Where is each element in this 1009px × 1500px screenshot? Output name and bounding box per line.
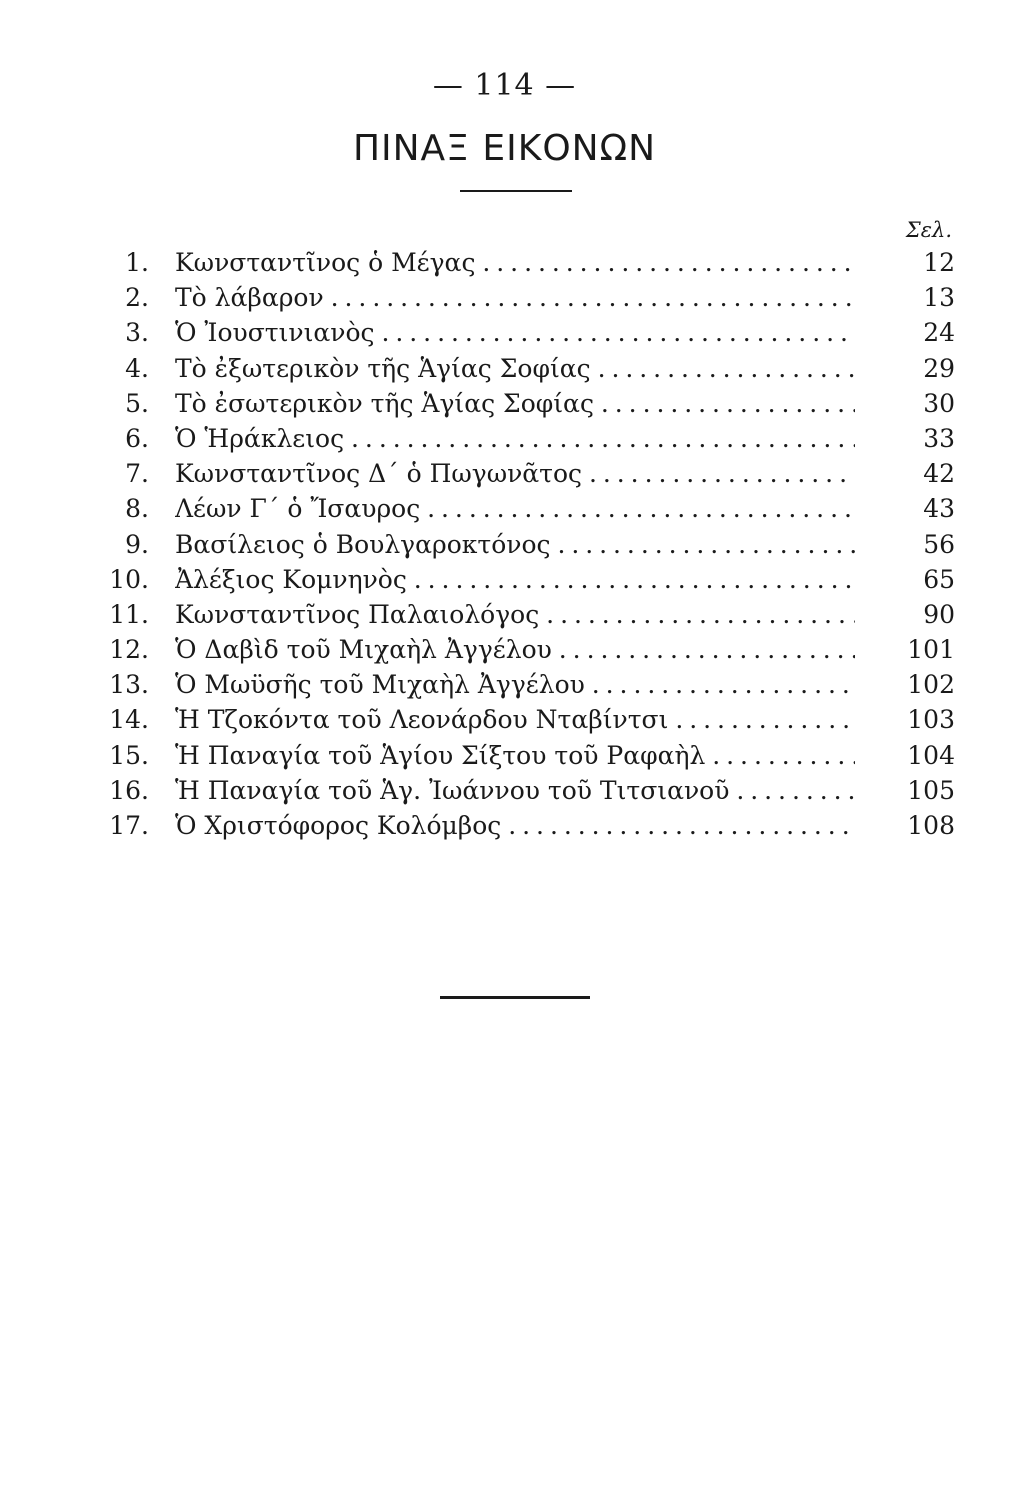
toc-page: 101 xyxy=(907,635,955,665)
toc-number: 15. xyxy=(109,740,149,770)
toc-number: 11. xyxy=(109,599,149,629)
toc-number: 5. xyxy=(125,388,149,418)
toc-row xyxy=(105,245,955,280)
toc-title: Βασίλειος ὁ Βουλγαροκτόνος . . . xyxy=(175,527,855,562)
toc-row xyxy=(105,280,955,315)
toc-page: 65 xyxy=(923,564,955,594)
toc-number: 1. xyxy=(125,248,149,277)
toc-title: Κωνσταντῖνος Δ΄ ὁ Πωγωνᾶτος . . . xyxy=(175,456,855,491)
toc-title: Ἀλέξιος Κομνηνὸς . . . xyxy=(175,562,855,597)
toc-page: 102 xyxy=(907,670,955,700)
toc-number: 12. xyxy=(109,635,149,665)
toc-number: 9. xyxy=(125,529,149,559)
toc-row xyxy=(105,351,955,386)
toc-row xyxy=(105,632,955,667)
toc-row xyxy=(105,456,955,491)
toc-page: 24 xyxy=(923,318,955,348)
toc-page: 43 xyxy=(923,494,955,524)
toc-page: 12 xyxy=(923,248,955,277)
toc-title: Τὸ ἐξωτερικὸν τῆς Ἁγίας Σοφίας . . . xyxy=(175,351,855,386)
page-title: ΠΙΝΑΞ ΕΙΚΟΝΩΝ xyxy=(352,128,657,169)
toc-title: Ὁ Ἰουστινιανὸς . . . xyxy=(175,315,855,350)
toc-row xyxy=(105,773,955,808)
toc-page: 42 xyxy=(923,459,955,489)
toc-page: 30 xyxy=(923,388,955,418)
toc-page: 90 xyxy=(923,599,955,629)
toc-page: 56 xyxy=(923,529,955,559)
toc-number: 13. xyxy=(109,670,149,700)
toc-title: Τὸ ἐσωτερικὸν τῆς Ἁγίας Σοφίας . . . xyxy=(175,386,855,421)
toc-number: 14. xyxy=(109,705,149,735)
table-of-figures xyxy=(105,245,955,843)
toc-number: 6. xyxy=(125,423,149,453)
toc-row xyxy=(105,527,955,562)
toc-title: Ὁ Ἡράκλειος . . . xyxy=(175,421,855,456)
toc-title: Λέων Γ΄ ὁ Ἴσαυρος . . . xyxy=(175,491,855,526)
toc-page: 33 xyxy=(923,423,955,453)
toc-row xyxy=(105,421,955,456)
toc-row xyxy=(105,597,955,632)
end-divider xyxy=(440,996,590,999)
toc-page: 105 xyxy=(907,775,955,805)
toc-row xyxy=(105,562,955,597)
title-underline xyxy=(460,190,572,192)
toc-page: 108 xyxy=(907,811,955,840)
toc-page: 103 xyxy=(907,705,955,735)
toc-row xyxy=(105,315,955,350)
toc-title: Τὸ λάβαρον . . . xyxy=(175,280,855,315)
toc-page: 13 xyxy=(923,283,955,313)
toc-number: 8. xyxy=(125,494,149,524)
page-column-label: Σελ. xyxy=(905,218,952,242)
toc-title: Ὁ Μωϋσῆς τοῦ Μιχαὴλ Ἀγγέλου . . . xyxy=(175,667,855,702)
toc-row xyxy=(105,808,955,843)
toc-number: 16. xyxy=(109,775,149,805)
toc-title: Κωνσταντῖνος ὁ Μέγας . . . xyxy=(175,245,855,280)
toc-page: 104 xyxy=(907,740,955,770)
toc-title: Κωνσταντῖνος Παλαιολόγος . . . xyxy=(175,597,855,632)
toc-number: 10. xyxy=(109,564,149,594)
page-number: — 114 — xyxy=(432,68,577,103)
toc-number: 3. xyxy=(125,318,149,348)
toc-page: 29 xyxy=(923,353,955,383)
toc-number: 2. xyxy=(125,283,149,313)
toc-number: 7. xyxy=(125,459,149,489)
toc-row xyxy=(105,386,955,421)
toc-title: Ὁ Δαβὶδ τοῦ Μιχαὴλ Ἀγγέλου . . . xyxy=(175,632,855,667)
toc-title: Ἡ Παναγία τοῦ Ἁγ. Ἰωάννου τοῦ Τιτσιανοῦ . . . xyxy=(175,773,855,808)
toc-title: Ἡ Παναγία τοῦ Ἁγίου Σίξτου τοῦ Ραφαὴλ . . . xyxy=(175,738,855,773)
toc-row xyxy=(105,702,955,737)
toc-number: 17. xyxy=(109,811,149,840)
toc-row xyxy=(105,738,955,773)
toc-title: Ἡ Τζοκόντα τοῦ Λεονάρδου Νταβίντσι . . . xyxy=(175,702,855,737)
toc-row xyxy=(105,491,955,526)
toc-number: 4. xyxy=(125,353,149,383)
toc-row xyxy=(105,667,955,702)
toc-title: Ὁ Χριστόφορος Κολόμβος . . . xyxy=(175,808,855,843)
